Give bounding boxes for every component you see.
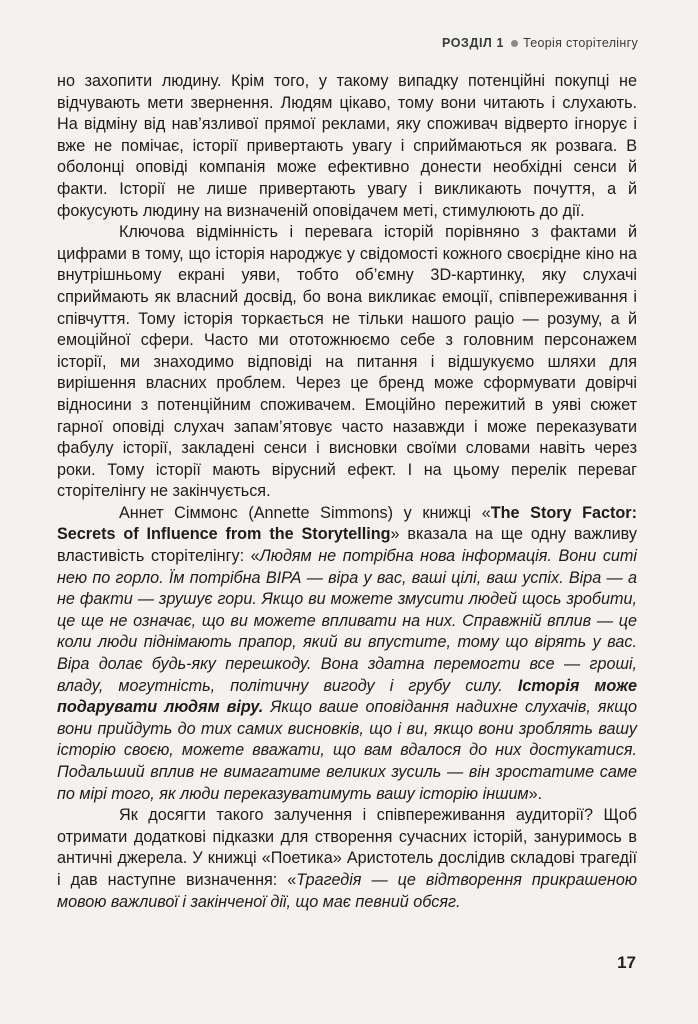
paragraph-3-intro: Аннет Сіммонс (Annette Simmons) у книжці « xyxy=(119,503,491,522)
paragraph-2: Ключова відмінність і перевага історій порівняно з фактами й цифрами в тому, що історія народжує у свідомості кожного своєрідне кіно на внутрішньому екрані уяви, тобто об’ємну 3D-картинку, яку слухачі сприймають як власний досвід, бо вона викликає емоції, співпереживання і співчуття. Тому історія торкається не тільки нашого раціо — розуму, а й емоційної сфери. Часто ми ототожнюємо себе з головним персонажем історії, ми знаходимо відповіді на питання і відшукуємо шляхи для вирішення власних проблем. Через це бренд може сформувати довірчі відносини з потенційним споживачем. Емоційно пережитий в уяві сюжет гарної оповіді слухач запам’ятовує часто назавжди і може переказувати фабулу історії, закладені сенси і висновки своїми словами навіть через роки. Тому історії мають вірусний ефект. І на цьому перелік переваг сторітелінгу не закінчується. xyxy=(57,223,637,501)
paragraph-4 xyxy=(57,805,637,913)
quote-closing: ». xyxy=(528,784,543,803)
quote-emphasis: Історія може подарувати людям віру. xyxy=(57,676,638,717)
paragraph-3-after-title: » вказала на ще одну важливу властивість сторітелінгу: « xyxy=(57,525,637,566)
book-title: The Story Factor: Secrets of Influence from the Storytelling xyxy=(57,503,638,544)
running-header xyxy=(442,36,638,50)
quote-part-2: Якщо ваше оповідання надихне слухачів, якщо вони прийдуть до тих самих висновків, що і ви, якщо вони зроблять вашу історію своєю, можете вважати, що вам вдалося до них достукатися. Подальший вплив не вимагатиме великих зусиль — він зростатиме саме по мірі того, як люди переказуватимуть вашу історію іншим xyxy=(57,698,638,803)
paragraph-3 xyxy=(57,503,637,805)
aristotle-quote: Трагедія — це відтворення прикрашеною мовою важливої і закінченої дії, що має певний обсяг. xyxy=(57,870,637,911)
paragraph-1: но захопити людину. Крім того, у такому випадку потенційні покупці не відчувають мети звернення. Людям цікаво, тому вони читають і слухають. На відміну від нав’язливої прямої реклами, яку споживач відверто ігнорує і вже не помічає, історії привертають увагу і сприймаються як розвага. В оболонці оповіді компанія може ефективно донести необхідні сенси й факти. Історії не лише привертають увагу і викликають почуття, а й фокусують людину на визначеній оповідачем меті, стимулюють до дії. xyxy=(57,72,637,220)
page-number: 17 xyxy=(617,953,636,972)
chapter-label: РОЗДІЛ 1 xyxy=(441,36,505,50)
quote-part-1: Людям не потрібна нова інформація. Вони ситі нею по горло. Їм потрібна ВІРА — віра у вас, ваші цілі, ваш успіх. Віра — а не факти — зрушує гори. Якщо ви можете змусити людей щось зробити, це ще не означає, що ви можете впливати на них. Справжній вплив — це коли люди піднімають прапор, який ви впустите, тому що вірять у вас. Віра долає будь-яку перешкоду. Вона здатна перемогти все — гроші, владу, могутність, політичну вигоду і грубу силу. xyxy=(57,547,637,695)
body-text xyxy=(57,71,637,913)
chapter-title: Теорія сторітелінгу xyxy=(523,36,638,50)
bullet-dot-icon xyxy=(511,40,518,47)
paragraph-4-intro: Як досягти такого залучення і співпереживання аудиторії? Щоб отримати додаткові підказки для створення сучасних історій, зануримось в античні джерела. У книжці «Поетика» Аристотель дослідив складові трагедії і дав наступне визначення: « xyxy=(57,806,637,889)
